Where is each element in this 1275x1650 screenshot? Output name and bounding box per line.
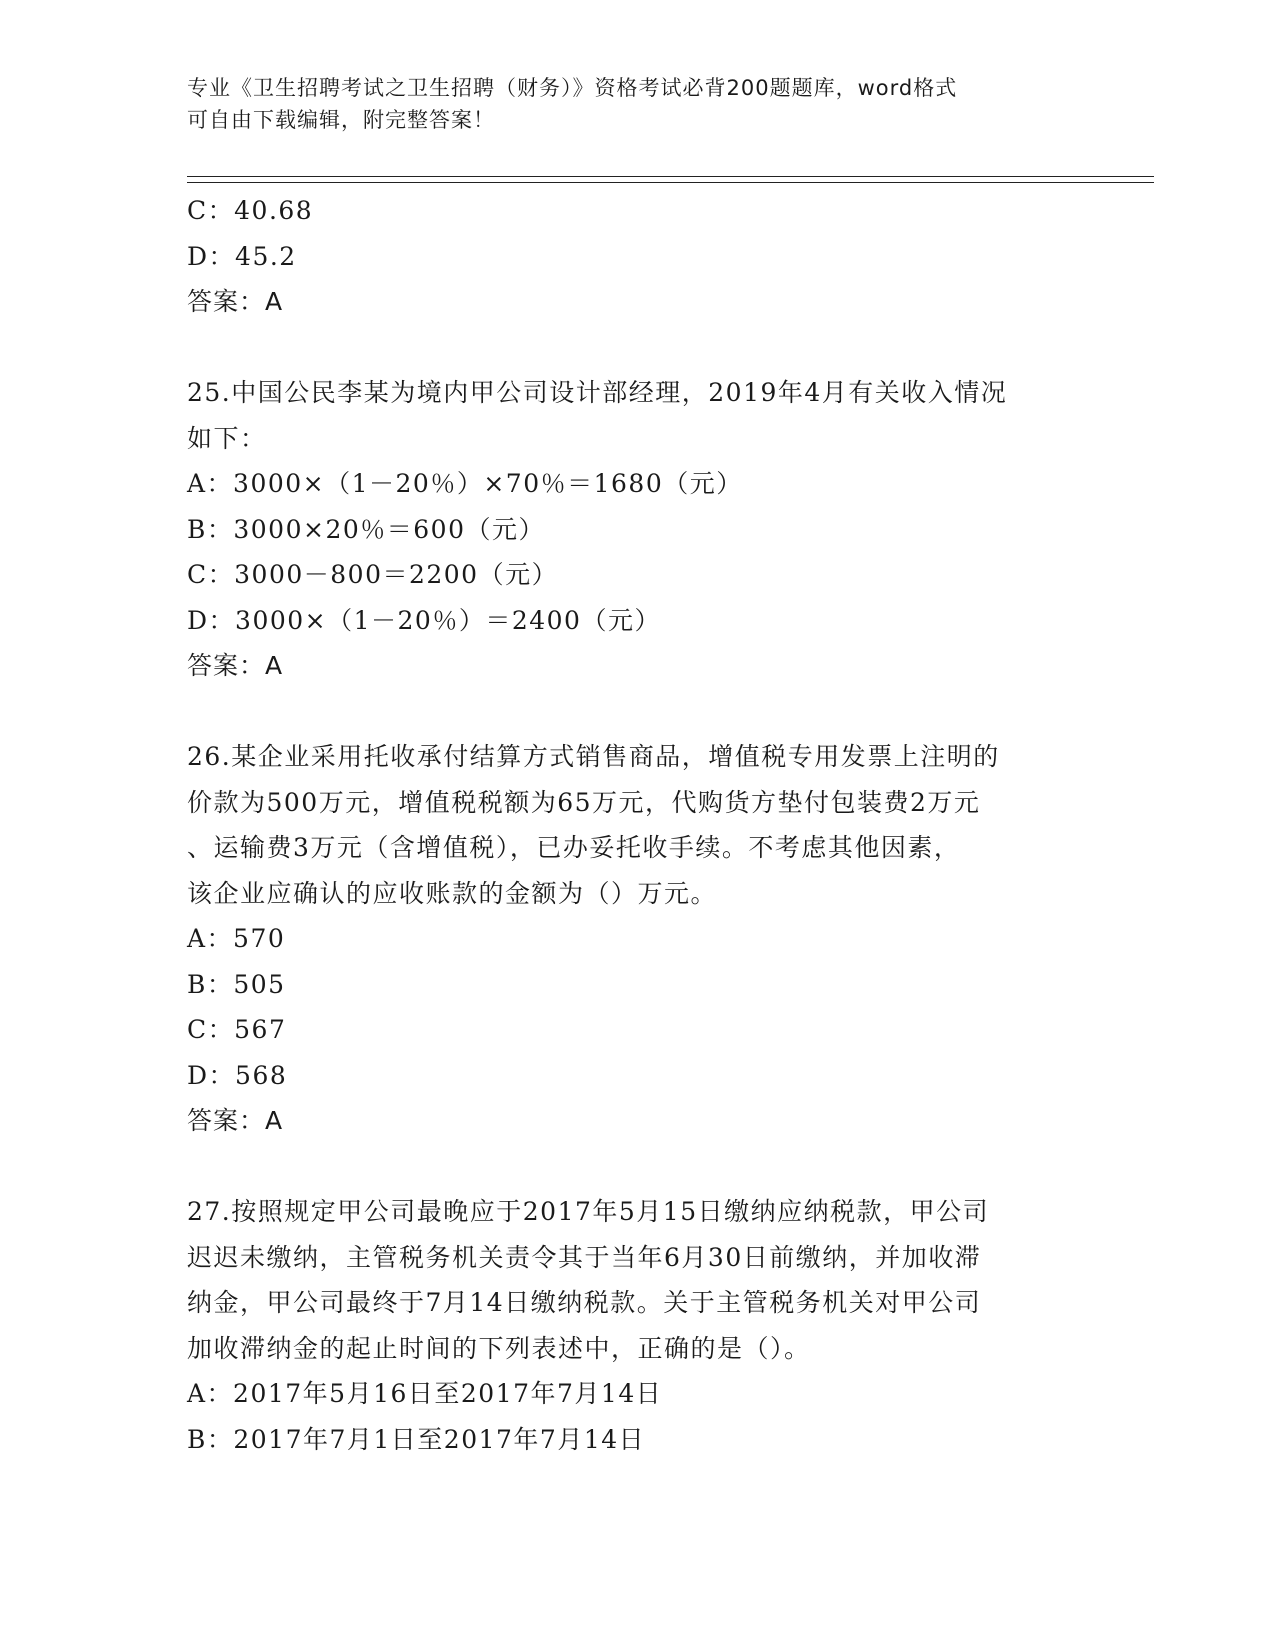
option-d: D：45.2 xyxy=(187,241,297,271)
header-title-line-1: 专业《卫生招聘考试之卫生招聘（财务）》资格考试必背200题题库，word格式 xyxy=(187,76,958,100)
question-26 xyxy=(187,734,1087,1144)
spacer xyxy=(187,689,1087,735)
question-stem-line: 27.按照规定甲公司最晚应于2017年5月15日缴纳应纳税款，甲公司 xyxy=(187,1197,990,1226)
question-stem-line: 该企业应确认的应收账款的金额为（）万元。 xyxy=(187,878,718,908)
question-stem-line: 25.中国公民李某为境内甲公司设计部经理，2019年4月有关收入情况 xyxy=(187,378,1008,407)
question-24-tail xyxy=(187,188,1087,325)
document-header xyxy=(187,72,1067,136)
option-b: B：505 xyxy=(187,969,286,999)
option-a: A：2017年5月16日至2017年7月14日 xyxy=(187,1379,663,1408)
question-25 xyxy=(187,370,1087,689)
question-stem-line: 如下： xyxy=(187,423,267,453)
option-c: C：567 xyxy=(187,1015,287,1044)
option-c: C：40.68 xyxy=(187,196,314,225)
question-stem-line: 价款为500万元，增值税税额为65万元，代购货方垫付包装费2万元 xyxy=(187,787,981,817)
answer-line: 答案：A xyxy=(187,651,284,680)
header-divider-top xyxy=(187,176,1154,177)
question-stem-line: 迟迟未缴纳，主管税务机关责令其于当年6月30日前缴纳，并加收滞 xyxy=(187,1242,982,1272)
question-stem-line: 26.某企业采用托收承付结算方式销售商品，增值税专用发票上注明的 xyxy=(187,742,1000,771)
option-a: A：570 xyxy=(187,924,286,953)
header-divider-bottom xyxy=(187,182,1154,183)
spacer xyxy=(187,1144,1087,1190)
question-stem-line: 加收滞纳金的起止时间的下列表述中，正确的是（）。 xyxy=(187,1333,811,1363)
header-title-line-2: 可自由下载编辑，附完整答案！ xyxy=(187,108,495,132)
option-b: B：3000×20％＝600（元） xyxy=(187,514,545,544)
option-c: C：3000－800＝2200（元） xyxy=(187,560,559,589)
question-27 xyxy=(187,1189,1087,1462)
option-a: A：3000×（1－20％）×70％＝1680（元） xyxy=(187,469,743,498)
spacer xyxy=(187,325,1087,371)
answer-line: 答案：A xyxy=(187,1106,284,1135)
option-d: D：568 xyxy=(187,1060,288,1090)
question-stem-line: 、运输费3万元（含增值税），已办妥托收手续。不考虑其他因素， xyxy=(187,833,961,862)
option-d: D：3000×（1－20％）＝2400（元） xyxy=(187,605,661,635)
answer-line: 答案：A xyxy=(187,287,284,316)
question-list xyxy=(187,188,1087,1462)
option-b: B：2017年7月1日至2017年7月14日 xyxy=(187,1424,646,1454)
question-stem-line: 纳金，甲公司最终于7月14日缴纳税款。关于主管税务机关对甲公司 xyxy=(187,1288,982,1317)
